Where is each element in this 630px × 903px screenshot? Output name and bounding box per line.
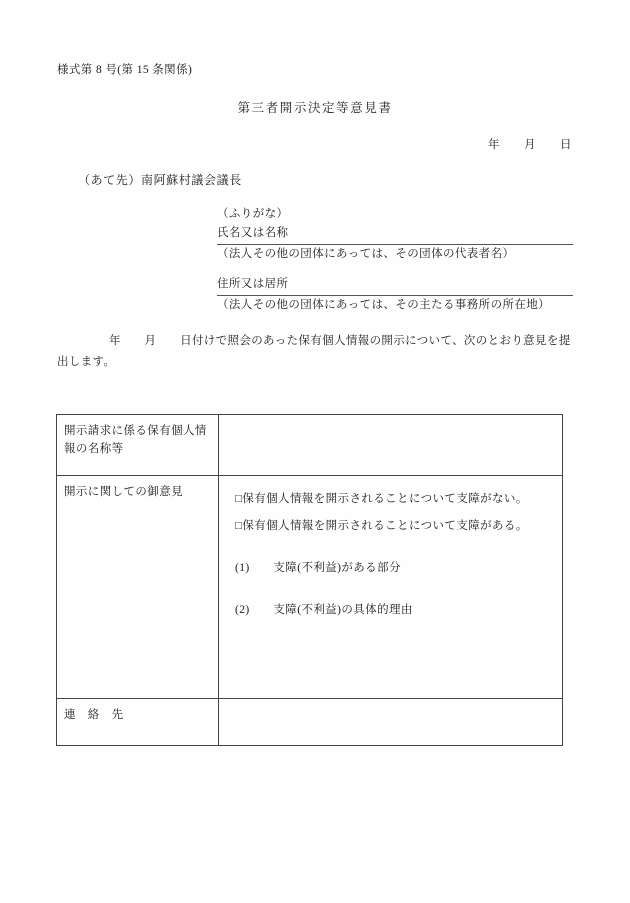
row-value-contact[interactable] xyxy=(219,699,563,746)
form-number: 様式第 8 号(第 15 条関係) xyxy=(57,64,193,76)
row-value-information-name[interactable] xyxy=(219,415,563,476)
table-row xyxy=(57,476,563,699)
furigana-label: （ふりがな） xyxy=(217,208,289,220)
table-row xyxy=(57,699,563,746)
table-row xyxy=(57,415,563,476)
applicant-block xyxy=(217,205,573,315)
name-field[interactable]: 氏名又は名称 xyxy=(217,224,573,245)
row-label-opinion: 開示に関しての御意見 xyxy=(57,476,219,699)
address-field-note: （法人その他の団体にあっては、その主たる事務所の所在地） xyxy=(217,299,551,311)
name-field-note: （法人その他の団体にあっては、その団体の代表者名） xyxy=(217,248,515,260)
row-label-information-name: 開示請求に係る保有個人情報の名称等 xyxy=(57,415,219,476)
address-field[interactable]: 住所又は居所 xyxy=(217,275,573,296)
addressee-line: （あて先）南阿蘇村議会議長 xyxy=(78,173,242,187)
opinion-form-table xyxy=(56,414,563,746)
body-paragraph: 年 月 日付けで照会のあった保有個人情報の開示について、次のとおり意見を提出します。 xyxy=(57,335,571,368)
numbered-item-affected-part: (1) 支障(不利益)がある部分 xyxy=(235,562,401,574)
row-label-contact: 連 絡 先 xyxy=(57,699,219,746)
document-title: 第三者開示決定等意見書 xyxy=(237,101,393,115)
row-value-opinion[interactable] xyxy=(219,476,563,699)
applicant-spacer xyxy=(217,264,573,275)
checkbox-option-objection[interactable]: □保有個人情報を開示されることについて支障がある。 xyxy=(235,520,528,532)
checkbox-option-no-objection[interactable]: □保有個人情報を開示されることについて支障がない。 xyxy=(235,493,528,505)
numbered-item-specific-reason: (2) 支障(不利益)の具体的理由 xyxy=(235,604,413,616)
date-line: 年 月 日 xyxy=(488,139,572,151)
